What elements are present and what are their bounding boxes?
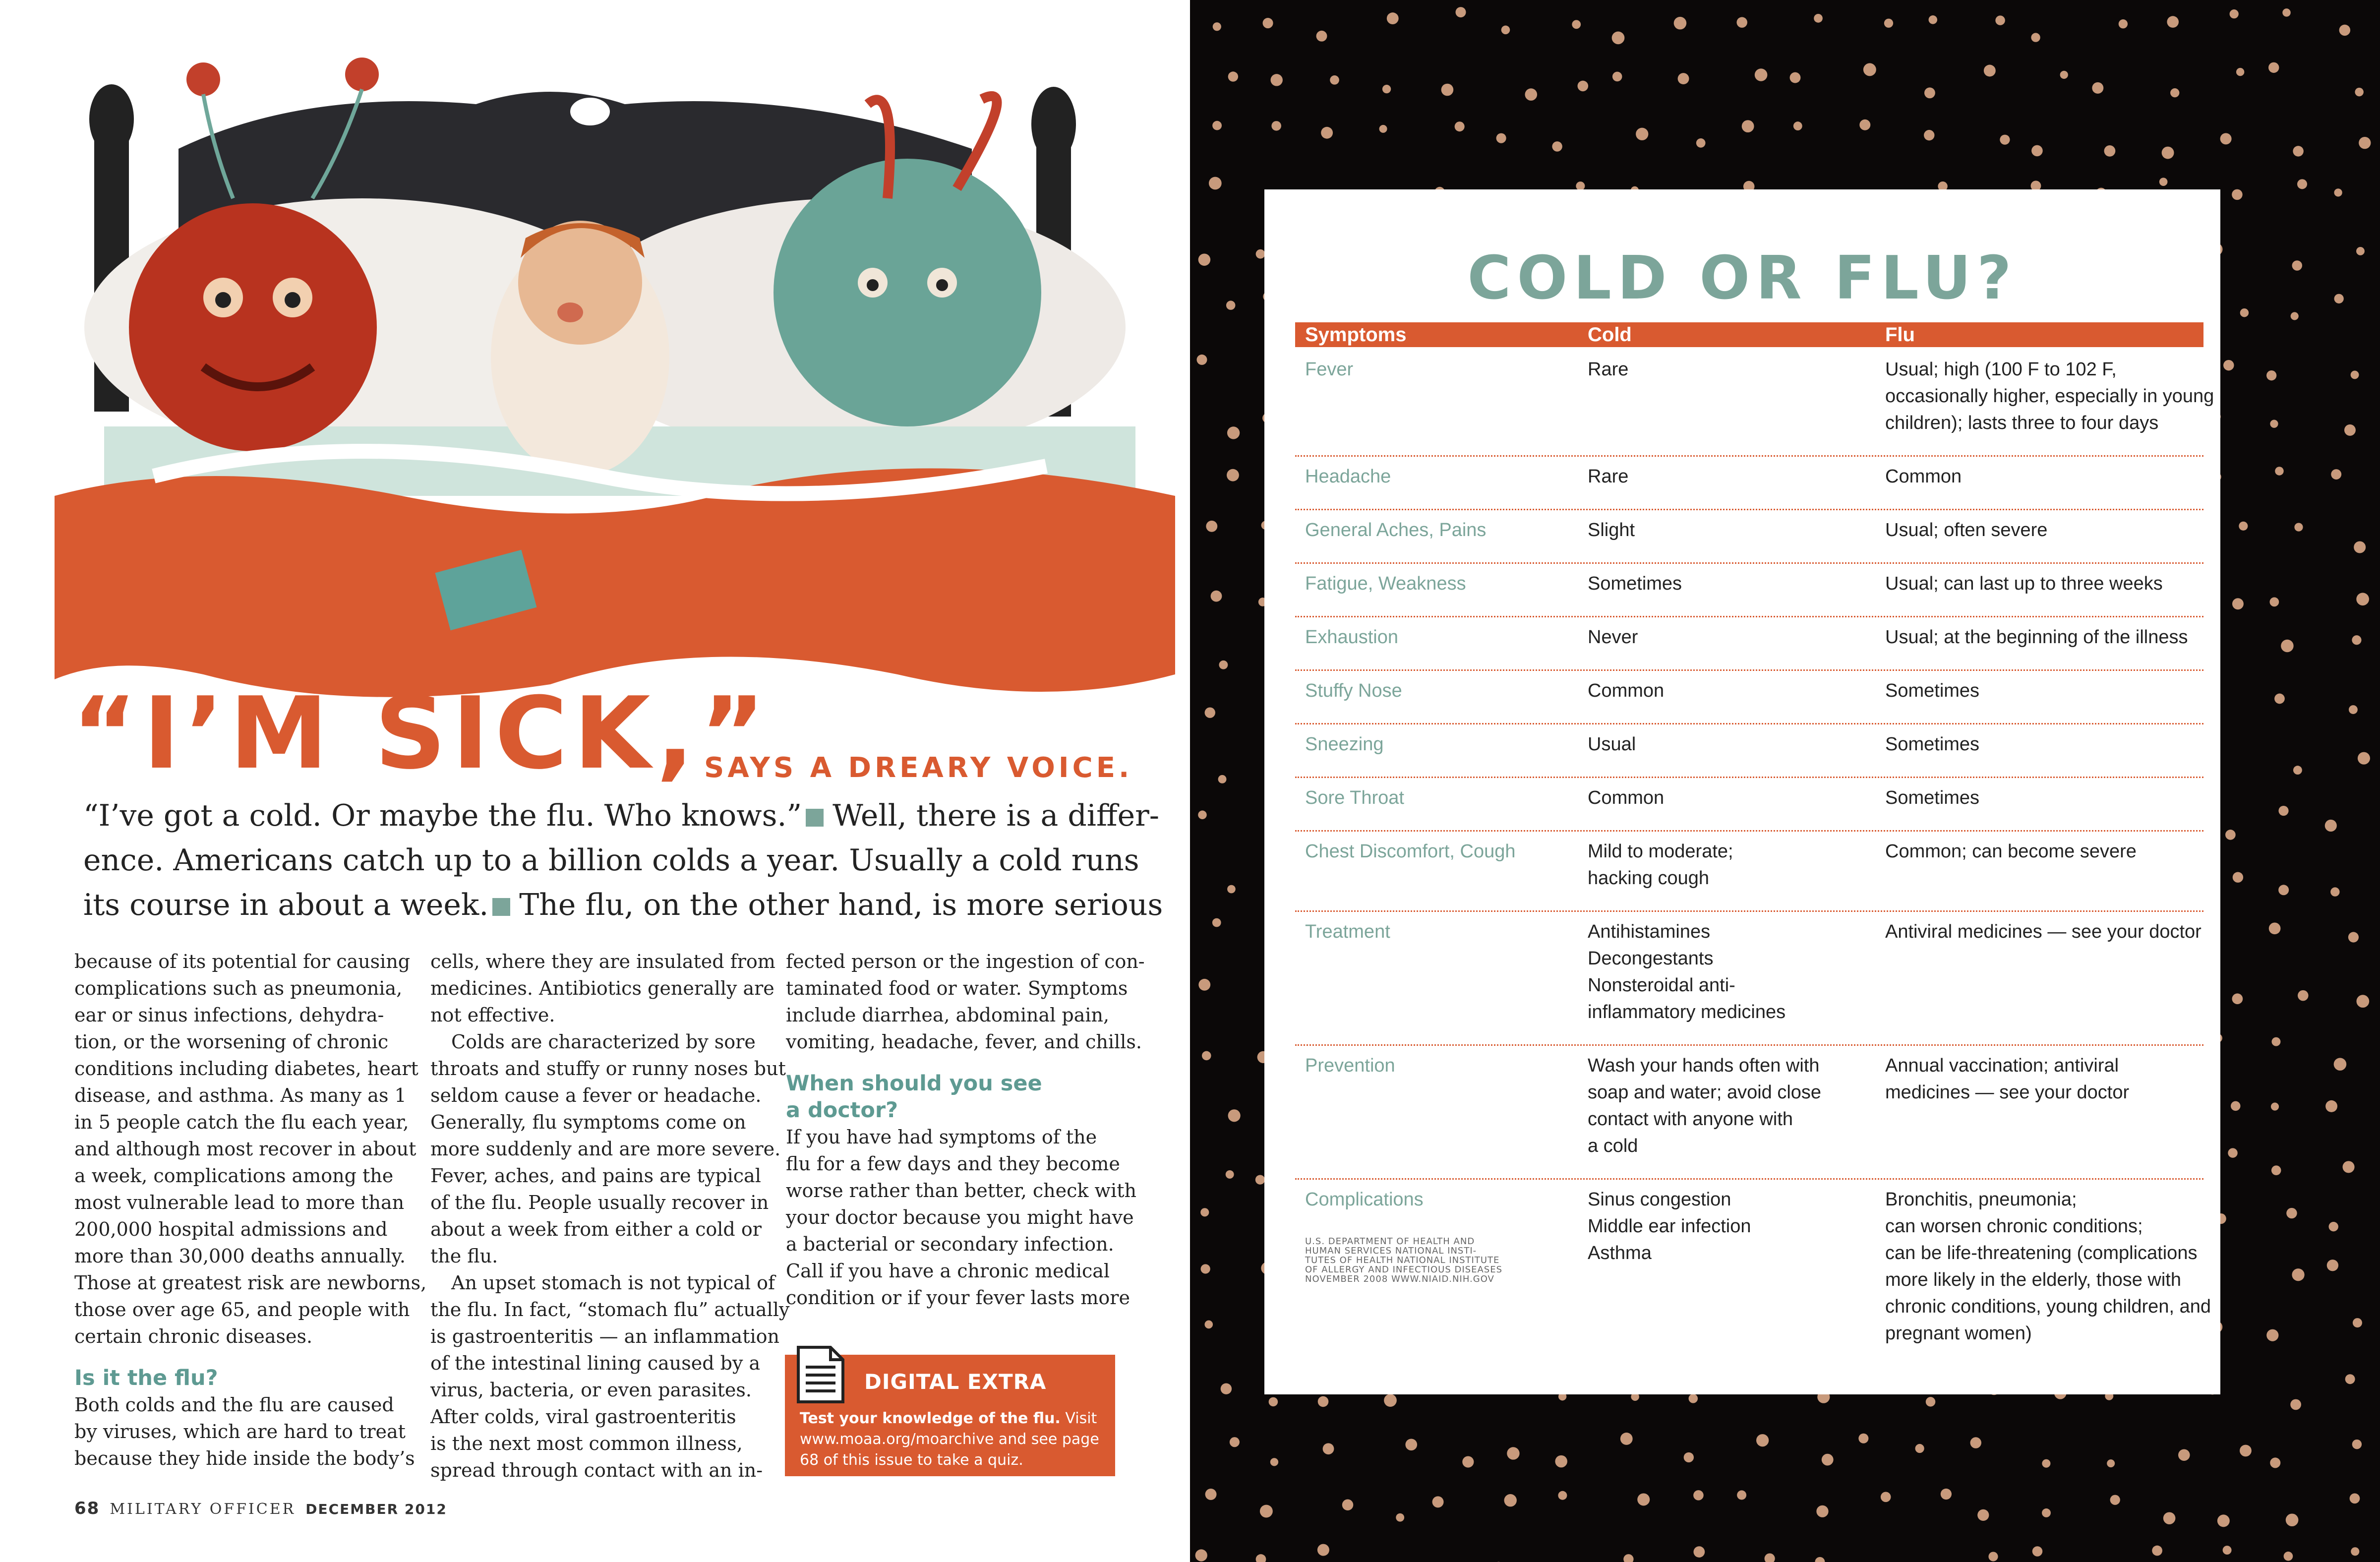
symptom-cell: Stuffy Nose [1305, 680, 1402, 701]
flu-cell: Usual; high (100 F to 102 F, occasionally higher, especially in young children); lasts three to four days [1885, 359, 2214, 433]
cold-or-flu-table-card [1264, 189, 2220, 1394]
flu-cell: Usual; at the beginning of the illness [1885, 627, 2188, 648]
lead-paragraph: “I’ve got a cold. Or maybe the flu. Who knows.” Well, there is a differ- ence. Americans catch up to a billion colds a year. Usually a cold runs its course in about a week. The flu, on the other hand, is more serious [83, 798, 1163, 922]
symptom-cell: Sore Throat [1305, 787, 1404, 808]
symptom-cell: Fatigue, Weakness [1305, 573, 1466, 594]
table-row [1295, 348, 2214, 457]
body-column-1: because of its potential for causing complications such as pneumonia, ear or sinus infections, dehydra- tion, or the worsening of chronic conditions including diabetes, heart disease, and asthma. As many as 1 in 5 people catch the flu each year, and although most recover in about a week, complications among the most vulnerable lead to more than 200,000 hospital admissions and more than 30,000 deaths annually. Those at greatest risk are newborns, those over age 65, and people with certain chronic diseases. Is it the flu? Both colds and the flu are caused by viruses, which are hard to treat because they hide inside the body’s [74, 951, 427, 1469]
table-row [1295, 1044, 2203, 1180]
flu-cell: Sometimes [1885, 680, 1980, 701]
header-symptoms: Symptoms [1305, 324, 1407, 346]
table-row [1295, 910, 2203, 1046]
right-page [1190, 0, 2380, 1562]
flu-cell: Usual; often severe [1885, 520, 2048, 541]
document-icon [796, 1345, 845, 1404]
cold-cell: Rare [1588, 466, 1629, 487]
symptom-cell: Fever [1305, 359, 1354, 380]
cold-cell: Usual [1588, 734, 1636, 755]
source-note: U.S. DEPARTMENT OF HEALTH AND HUMAN SERVICES NATIONAL INSTI- TUTES OF HEALTH NATIONAL INSTITUTE OF ALLERGY AND INFECTIOUS DISEASES NOVEMBER 2008 WWW.NIAID.NIH.GOV [1305, 1236, 1502, 1284]
flu-cell: Annual vaccination; antiviral medicines — see your doctor [1885, 1055, 2130, 1103]
cold-cell: Common [1588, 680, 1665, 701]
symptom-cell: General Aches, Pains [1305, 520, 1487, 541]
body-column-2: cells, where they are insulated from medicines. Antibiotics generally are not effective. Colds are characterized by sore throats and stuffy or runny noses but seldom cause a fever or headache. Generally, flu symptoms come on more suddenly and are more severe. Fever, aches, and pains are typical of the flu. People usually recover in about a week from either a cold or the flu. An upset stomach is not typical of the flu. In fact, “stomach flu” actually is gastroenteritis — an inflammation of the intestinal lining caused by a virus, bacteria, or even parasites. After colds, viral gastroenteritis is the next most common illness, spread through contact with an in- [430, 951, 790, 1481]
symptom-cell: Chest Discomfort, Cough [1305, 841, 1516, 862]
cold-cell: Common [1588, 787, 1665, 808]
section-marker-square [492, 898, 510, 916]
cold-cell: Rare [1588, 359, 1629, 380]
cold-cell: Wash your hands often with soap and water; avoid close contact with anyone with a cold [1588, 1055, 1822, 1156]
table-header [1295, 322, 2203, 347]
table-row [1295, 723, 2203, 778]
table-title: COLD OR FLU? [1467, 244, 2018, 313]
table-row [1295, 455, 2203, 510]
body-column-3: fected person or the ingestion of con- taminated food or water. Symptoms include diarrhea, abdominal pain, vomiting, headache, fever, and chills. When should you see a doctor? If you have had symptoms of the flu for a few days and they become worse rather than better, check with your doctor because you might have a bacterial or secondary infection. Call if you have a chronic medical condition or if your fever lasts more [786, 951, 1145, 1309]
table-row [1295, 669, 2203, 724]
flu-cell: Sometimes [1885, 734, 1980, 755]
table-row [1295, 616, 2203, 671]
header-flu: Flu [1885, 324, 1915, 346]
cold-cell: Sinus congestion Middle ear infection Asthma [1588, 1189, 1751, 1263]
digital-extra-box[interactable] [785, 1355, 1115, 1476]
header-cold: Cold [1588, 324, 1632, 346]
page-footer [74, 1499, 447, 1518]
sick-in-bed-illustration [55, 50, 1175, 709]
table-row [1295, 509, 2203, 564]
subheadline: SAYS A DREARY VOICE. [704, 752, 1133, 784]
digital-extra-text: Test your knowledge of the flu. Visit www.moaa.org/moarchive and see page 68 of this issue to take a quiz. [800, 1410, 1099, 1469]
digital-extra-title: DIGITAL EXTRA [864, 1370, 1047, 1394]
symptom-cell: Sneezing [1305, 734, 1384, 755]
flu-cell: Bronchitis, pneumonia; can worsen chronic conditions; can be life-threatening (complications more likely in the elderly, those with chronic conditions, young children, and pregnant women) [1885, 1189, 2211, 1344]
quiz-link[interactable]: www.moaa.org/moarchive and see page [800, 1431, 1099, 1448]
flu-cell: Common; can become severe [1885, 841, 2137, 862]
page-number: 68 [74, 1499, 100, 1518]
magazine-name: MILITARY OFFICER [110, 1501, 296, 1518]
symptom-cell: Complications [1305, 1189, 1424, 1210]
flu-cell: Usual; can last up to three weeks [1885, 573, 2163, 594]
issue-date: DECEMBER 2012 [305, 1501, 447, 1517]
table-row [1295, 562, 2203, 617]
flu-cell: Antiviral medicines — see your doctor [1885, 921, 2202, 942]
symptom-cell: Treatment [1305, 921, 1390, 942]
section-marker-square [806, 809, 824, 827]
cold-cell: Slight [1588, 520, 1635, 541]
cold-cell: Never [1588, 627, 1638, 648]
table-row [1295, 830, 2203, 912]
cold-cell: Mild to moderate; hacking cough [1588, 841, 1733, 889]
section-heading-see-a-doctor: When should you see a doctor? [786, 1071, 1042, 1123]
symptom-cell: Exhaustion [1305, 627, 1399, 648]
table-row [1295, 777, 2203, 832]
flu-cell: Sometimes [1885, 787, 1980, 808]
symptom-cell: Headache [1305, 466, 1391, 487]
symptom-cell: Prevention [1305, 1055, 1395, 1076]
cold-cell: Sometimes [1588, 573, 1682, 594]
headline: “I’M SICK,” [72, 676, 772, 791]
section-heading-is-it-the-flu: Is it the flu? [74, 1366, 218, 1390]
flu-cell: Common [1885, 466, 1962, 487]
cold-cell: Antihistamines Decongestants Nonsteroidal anti- inflammatory medicines [1588, 921, 1786, 1022]
